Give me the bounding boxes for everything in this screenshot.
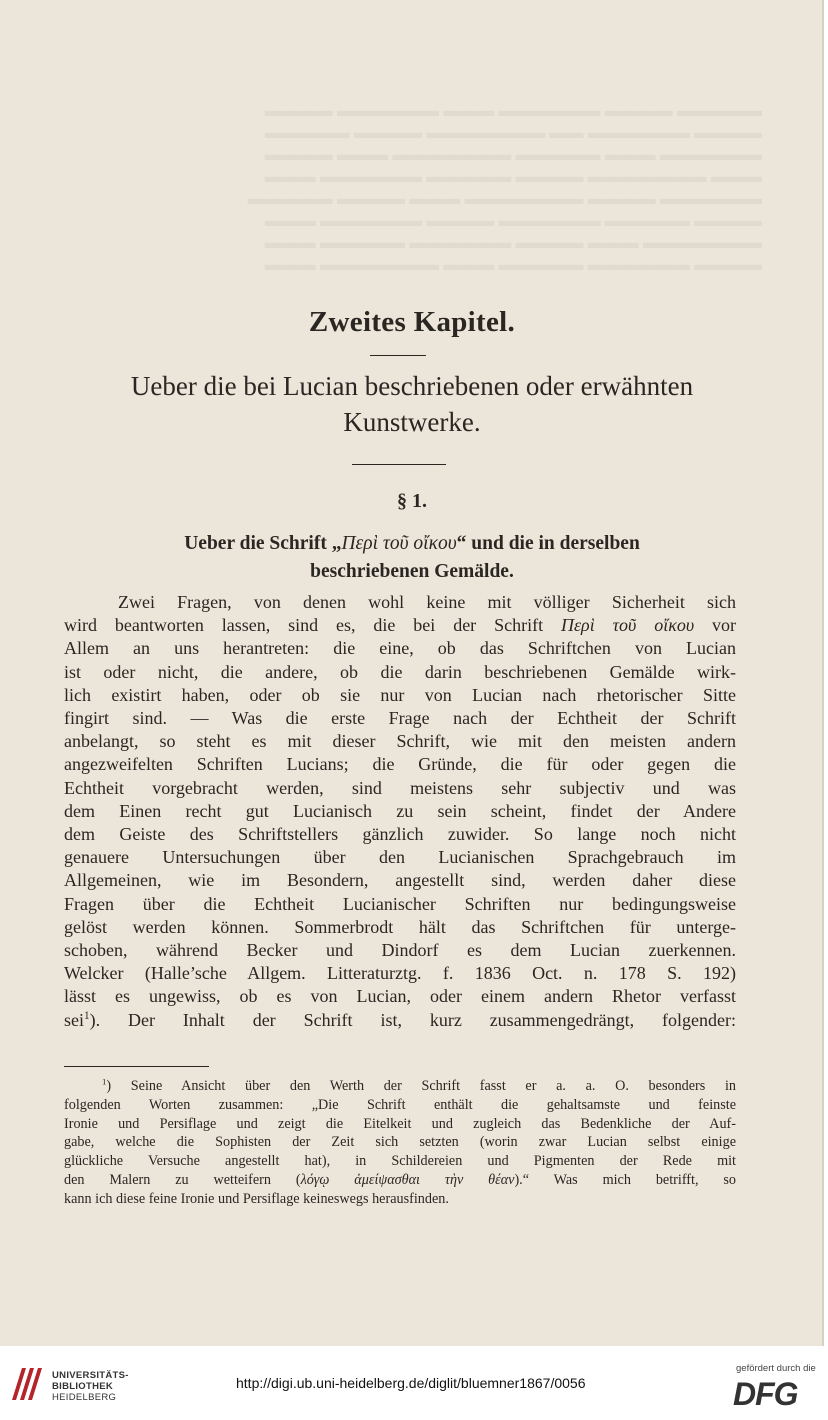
footnote-line: glückliche Versuche angestellt hat), in Schildereien und Pigmenten der Rede mit (64, 1153, 736, 1170)
library-name-line: BIBLIOTHEK (52, 1381, 114, 1392)
text-line: Fragen über die Echtheit Lucianischer Schriften nur bedingungsweise (64, 893, 736, 914)
chapter-subtitle-line: Kunstwerke. (343, 407, 481, 437)
chapter-title: Zweites Kapitel. (308, 306, 516, 338)
chapter-subtitle (60, 368, 764, 440)
footnote (64, 1077, 736, 1209)
footnote-line: kann ich diese feine Ironie und Persiflage keineswegs herausfinden. (64, 1190, 449, 1207)
footnote-text: ).“ Was mich betrifft, so (514, 1171, 736, 1188)
footnote-marker: 1 (102, 1076, 107, 1087)
library-name-line: UNIVERSITÄTS- (52, 1370, 129, 1381)
section-title-line: beschriebenen Gemälde. (310, 561, 514, 582)
text-line: fingirt sind. — Was die erste Frage nach der Echtheit der Schrift (64, 708, 736, 729)
section-title-line (60, 530, 764, 558)
text-line: Echtheit vorgebracht werden, sind meistens sehr subjectiv und was (64, 777, 736, 798)
text-line: Zwei Fragen, von denen wohl keine mit völliger Sicherheit sich (118, 592, 736, 612)
text-line (64, 1009, 736, 1032)
text-line: gelöst werden können. Sommerbrodt hält das Schriftchen für unterge- (64, 916, 736, 937)
subtitle-divider (352, 464, 446, 465)
footnote-reference: 1 (84, 1009, 90, 1022)
greek-title: Περὶ τοῦ οἴκου (560, 615, 695, 636)
section-title-greek: Περὶ τοῦ οἴκου (341, 533, 457, 554)
section-number: § 1. (397, 490, 427, 512)
title-divider (370, 355, 426, 356)
library-name-line: HEIDELBERG (52, 1392, 117, 1403)
funding-caption: gefördert durch die (736, 1363, 816, 1374)
footnote-text: ) Seine Ansicht über den Werth der Schrift fasst er a. a. O. besonders in (106, 1078, 736, 1094)
library-name (52, 1370, 129, 1403)
text-line: Welcker (Halle’sche Allgem. Litteraturztg. f. 1836 Oct. n. 178 S. 192) (64, 963, 736, 984)
text-line: ist oder nicht, die andere, ob die darin beschriebenen Gemälde wirk- (64, 661, 736, 682)
text-run: wird beantworten lassen, sind es, die bei der Schrift (64, 615, 561, 636)
text-line: dem Einen recht gut Lucianisch zu sein scheint, findet der Andere (64, 800, 736, 821)
text-line (64, 614, 736, 637)
footnote-line: folgenden Worten zusammen: „Die Schrift enthält die gehaltsamste und feinste (64, 1096, 736, 1113)
text-line: Allem an uns herantreten: die eine, ob das Schriftchen von Lucian (64, 638, 736, 659)
viewer-footer (0, 1346, 828, 1420)
permalink-url[interactable]: http://digi.ub.uni-heidelberg.de/diglit/bluemner1867/0056 (236, 1375, 586, 1391)
footnote-line (64, 1077, 736, 1096)
body-paragraph (64, 591, 736, 1032)
university-library-logo-icon (8, 1364, 44, 1404)
text-line: anbelangt, so steht es mit dieser Schrift, wie mit den meisten andern (64, 731, 736, 752)
footnote-line: gabe, welche die Sophisten der Zeit sich setzten (worin zwar Lucian selbst einige (64, 1134, 736, 1151)
footnote-text: den Malern zu wetteifern ( (64, 1171, 301, 1188)
section-title (60, 530, 764, 586)
text-line: schoben, während Becker und Dindorf es dem Lucian zuerkennen. (64, 940, 736, 961)
text-line: lässt es ungewiss, ob es von Lucian, oder einem andern Rhetor verfasst (64, 986, 736, 1007)
text-line: angezweifelten Schriften Lucians; die Gründe, die für oder gegen die (64, 754, 736, 775)
footnote-line (64, 1171, 736, 1190)
text-run: ). Der Inhalt der Schrift ist, kurz zusammengedrängt, folgender: (89, 1009, 736, 1030)
greek-quote: λόγῳ ἀμείψασθαι τὴν θέαν (300, 1171, 515, 1188)
text-run: vor (694, 615, 736, 636)
section-title-text: Ueber die Schrift „ (184, 533, 342, 554)
chapter-subtitle-line: Ueber die bei Lucian beschriebenen oder erwähnten (130, 371, 694, 401)
section-title-text: “ und die in derselben (456, 533, 640, 554)
footnote-line: Ironie und Persiflage und zeigt die Eitelkeit und zugleich das Bedenkliche der Auf- (64, 1115, 736, 1132)
text-line: Allgemeinen, wie im Besondern, angestellt sind, werden daher diese (64, 870, 736, 891)
dfg-logo: DFG (733, 1376, 798, 1412)
text-line: lich existirt haben, oder ob sie nur von Lucian nach rhetorischer Sitte (64, 684, 736, 705)
footnote-divider (64, 1066, 209, 1067)
bleed-through-text: ▬▬▬▬▬ ▬▬▬▬ ▬▬▬▬▬▬ ▬▬▬ ▬▬▬▬▬▬ ▬▬▬▬ ▬▬▬▬ ▬▬▬▬▬▬ ▬▬ ▬▬▬▬▬▬▬ ▬▬▬▬ ▬▬▬▬▬ ▬▬▬▬▬▬ ▬▬▬ ▬▬▬▬▬ ▬▬▬▬▬▬▬ ▬▬▬ ▬▬▬▬ ▬▬▬ ▬▬▬▬▬▬▬ ▬▬▬▬ ▬▬▬▬▬ ▬▬▬▬▬▬ ▬▬▬ ▬▬▬▬▬▬ ▬▬▬▬ ▬▬▬▬▬▬▬ ▬▬▬ ▬▬▬▬ ▬▬▬▬▬ ▬▬▬▬ ▬▬▬▬▬ ▬▬▬▬▬▬ ▬▬▬▬ ▬▬▬▬▬▬ ▬▬▬ ▬▬▬▬▬▬▬ ▬▬▬ ▬▬▬▬ ▬▬▬▬▬▬ ▬▬▬▬▬ ▬▬▬ ▬▬▬▬ ▬▬▬▬▬▬ ▬▬▬▬▬ ▬▬▬ ▬▬▬▬▬▬▬ ▬▬▬ (247, 101, 762, 274)
text-line: dem Geiste des Schriftstellers gänzlich zuwider. So lange noch nicht (64, 824, 736, 845)
text-run: sei (64, 1009, 84, 1030)
text-line: genauere Untersuchungen über den Lucianischen Sprachgebrauch im (64, 847, 736, 868)
